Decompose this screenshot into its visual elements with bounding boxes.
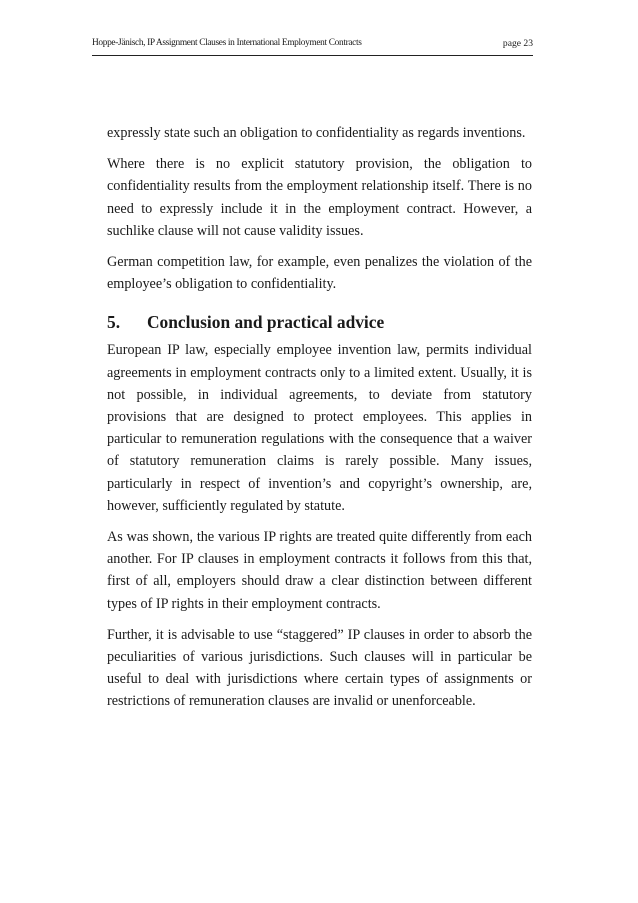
running-title: Hoppe-Jänisch, IP Assignment Clauses in International Employment Contracts <box>92 38 362 48</box>
paragraph: European IP law, especially employee invention law, permits individual agreements in employment contracts only to a limited extent. Usually, it is not possible, in individual agreements, to deviate from statutory provisions that are designed to protect employees. This applies in particular to remuneration regulations with the consequence that a waiver of statutory remuneration claims is rarely possible. Many issues, particularly in respect of invention’s and copyright’s ownership, are, however, sufficiently regulated by statute. <box>107 342 532 514</box>
section-heading <box>107 311 532 333</box>
running-header <box>92 35 533 56</box>
paragraph: expressly state such an obligation to confidentiality as regards inventions. <box>107 125 526 141</box>
paragraph: Where there is no explicit statutory provision, the obligation to confidentiality results from the employment relationship itself. There is no need to expressly include it in the employment contract. However, a suchlike clause will not cause validity issues. <box>107 156 532 239</box>
page-number: page 23 <box>502 38 533 49</box>
paragraph: As was shown, the various IP rights are treated quite differently from each another. For IP clauses in employment contracts it follows from this that, first of all, employers should draw a clear distinction between different types of IP rights in their employment contracts. <box>107 529 532 612</box>
page-body <box>107 122 532 722</box>
section-title: Conclusion and practical advice <box>147 312 385 333</box>
paragraph: Further, it is advisable to use “staggered” IP clauses in order to absorb the peculiarities of various jurisdictions. Such clauses will in particular be useful to deal with jurisdictions where certain types of assignments or restrictions of remuneration clauses are invalid or unenforceable. <box>107 626 532 710</box>
section-number: 5. <box>107 312 121 333</box>
paragraph: German competition law, for example, even penalizes the violation of the employee’s obligation to confidentiality. <box>107 254 532 293</box>
